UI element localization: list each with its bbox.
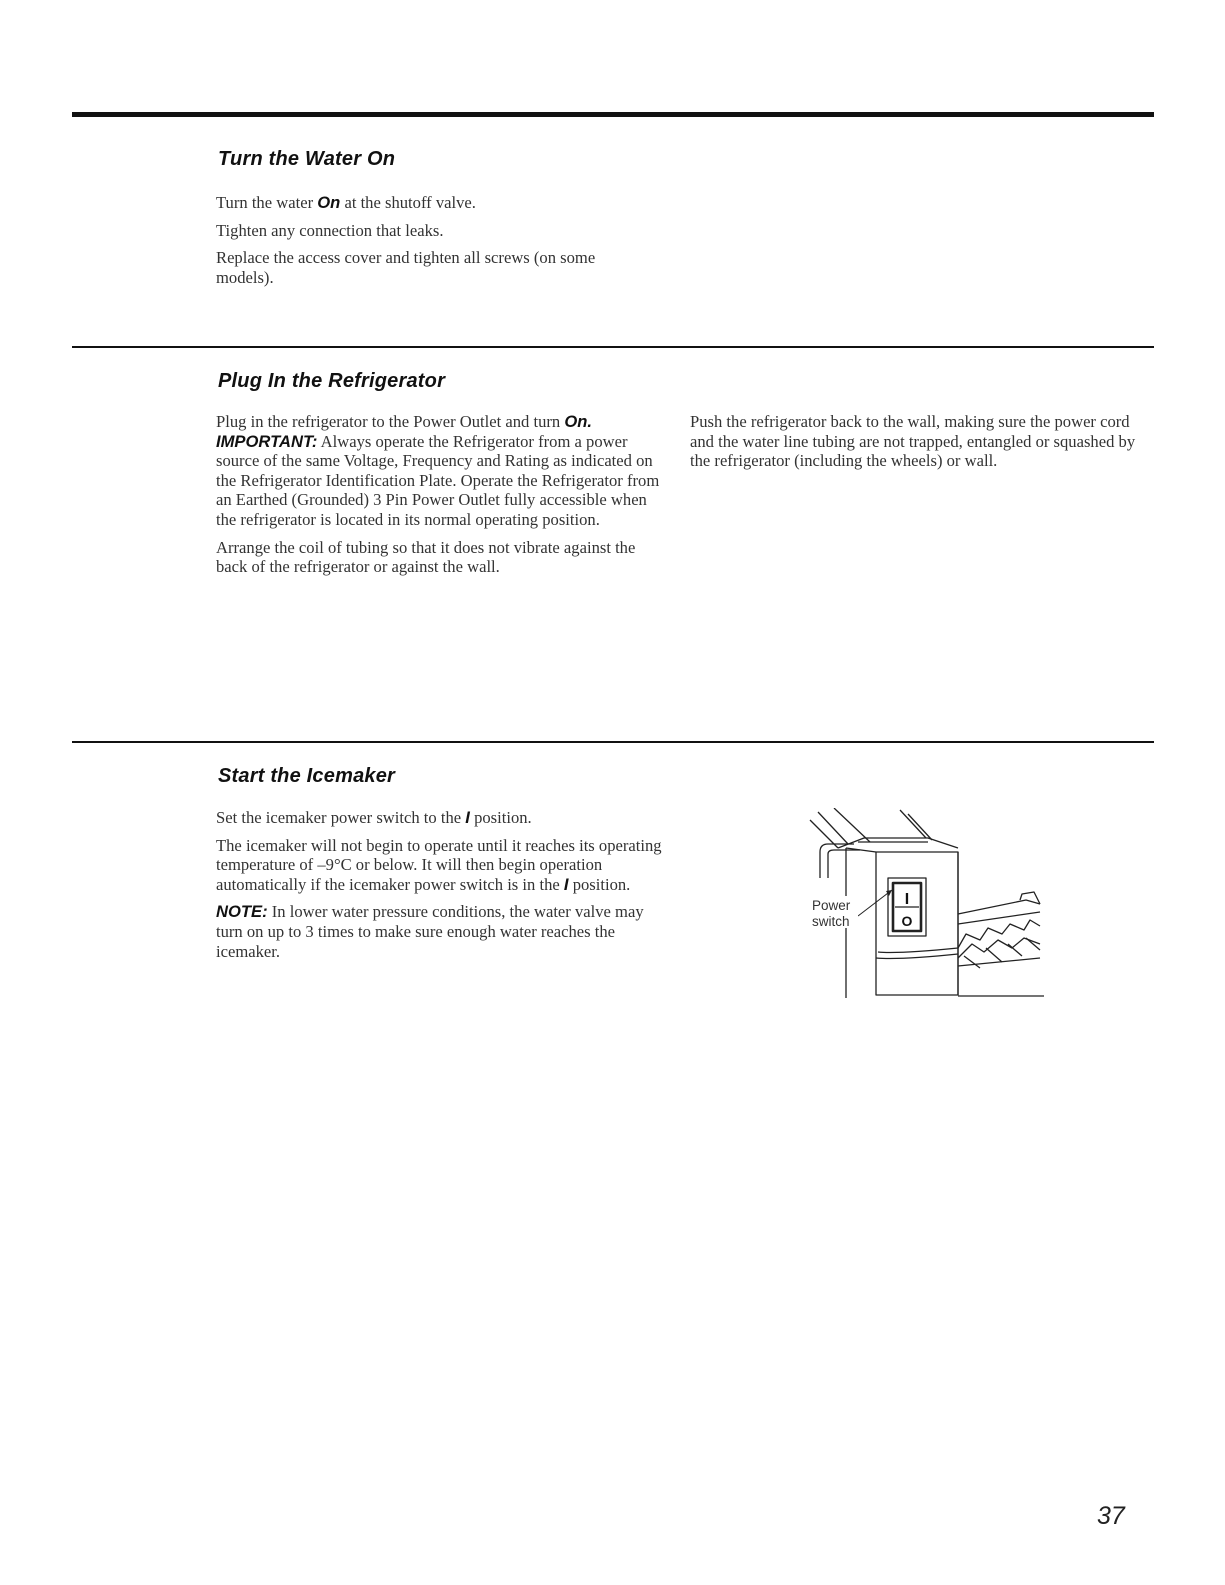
emphasis-i: I [563, 874, 569, 894]
paragraph: Tighten any connection that leaks. [216, 220, 444, 240]
switch-on-symbol: I [904, 891, 910, 908]
icemaker-illustration [808, 808, 1048, 1008]
section-plug-right-body [690, 412, 1146, 479]
text: position. [474, 808, 532, 827]
power-switch-label-line2: switch [812, 914, 850, 929]
paragraph: Push the refrigerator back to the wall, making sure the power cord and the water line tubing are not trapped, entangled or squashed by the refrigerator (including the wheels) or wall. [690, 412, 1136, 471]
paragraph [216, 193, 636, 213]
paragraph: Replace the access cover and tighten all screws (on some models). [216, 248, 596, 287]
power-switch-label-line1: Power [812, 898, 851, 913]
top-rule [72, 112, 1154, 117]
text: Plug in the refrigerator to the Power Outlet and turn [216, 412, 561, 431]
icemaker-drawing [808, 808, 1048, 1008]
section-title-icemaker: Start the Icemaker [218, 765, 396, 787]
text: Set the icemaker power switch to the [216, 808, 462, 827]
text: position. [572, 874, 631, 894]
divider [72, 741, 1154, 743]
text: Turn the water [216, 193, 314, 212]
text: Always operate the Refrigerator from a power source of the same Voltage, Frequency and Rating as indicated on the Refrigerator Identification Plate. Operate the Refrigerator from an Earthed (Grounded) 3 Pin Power Outlet fully accessible when the refrigerator is located in its normal operating position. [216, 431, 660, 529]
paragraph: Arrange the coil of tubing so that it does not vibrate against the back of the refrigerator or against the wall. [216, 537, 636, 577]
paragraph [216, 412, 664, 432]
text: at the shutoff valve. [344, 193, 476, 212]
section-plug-left-body [216, 412, 664, 585]
emphasis-i: I [465, 808, 470, 827]
section-icemaker-body [216, 808, 674, 969]
emphasis-on: On. [564, 412, 593, 431]
text: In lower water pressure conditions, the water valve may turn on up to 3 times to make sure enough water reaches the icemaker. [216, 902, 644, 961]
note-paragraph [216, 902, 674, 961]
emphasis-on: On [317, 193, 341, 212]
text: The icemaker will not begin to operate until it reaches its operating temperature of –9°C or below. It will then begin operation automatically if the icemaker power switch is in the [216, 835, 662, 894]
paragraph [216, 836, 674, 895]
section-water-body [216, 193, 636, 295]
section-title-water: Turn the Water On [218, 148, 396, 170]
page-number: 37 [1097, 1502, 1125, 1530]
important-label: IMPORTANT: [216, 431, 318, 451]
switch-off-symbol: O [901, 913, 913, 929]
note-label: NOTE: [216, 902, 268, 922]
divider [72, 346, 1154, 348]
important-paragraph [216, 432, 664, 530]
paragraph [216, 808, 674, 828]
section-title-plug: Plug In the Refrigerator [218, 370, 446, 392]
